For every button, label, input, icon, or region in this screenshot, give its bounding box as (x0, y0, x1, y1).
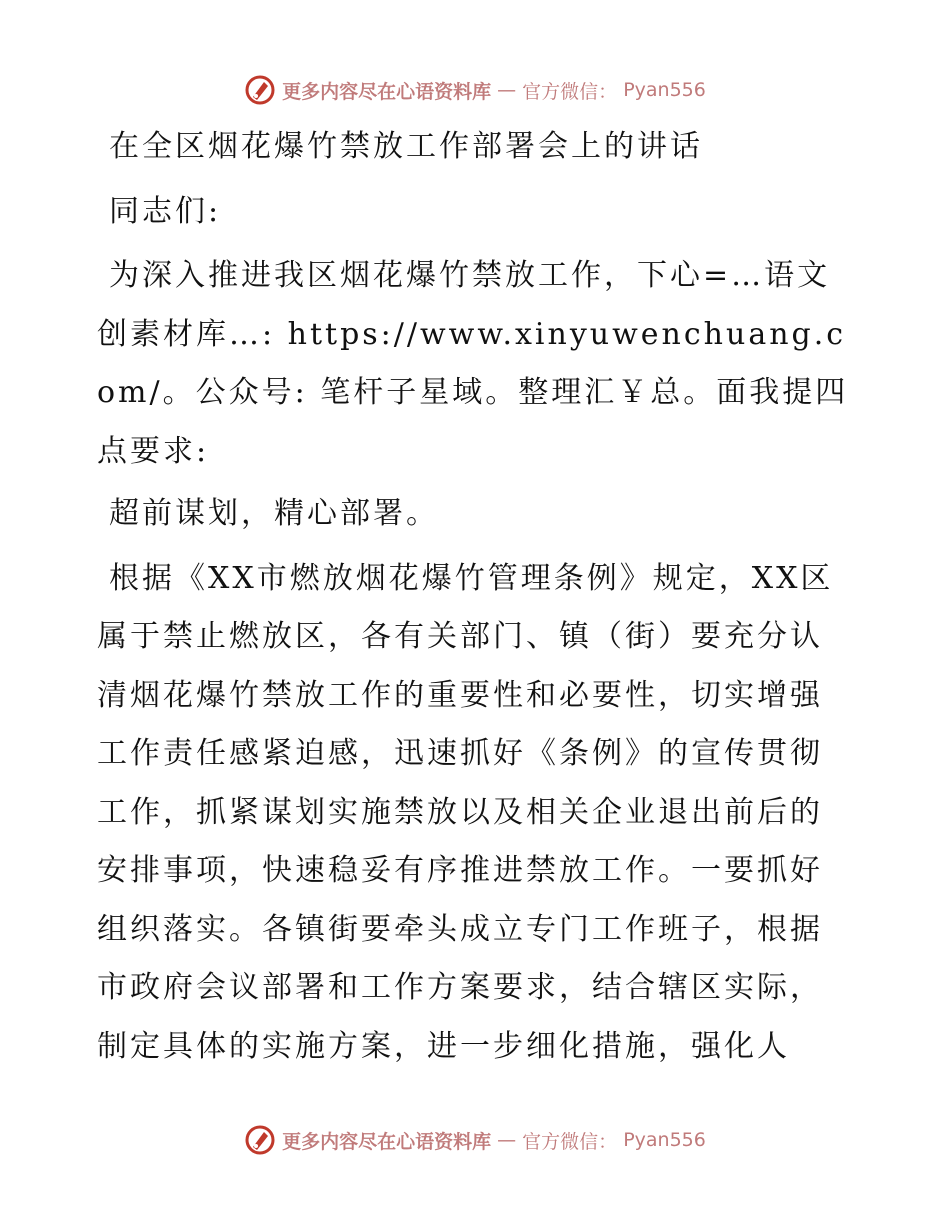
document-title: 在全区烟花爆竹禁放工作部署会上的讲话 (109, 129, 703, 164)
footer-separator: — (497, 1129, 517, 1151)
footer-banner (0, 1120, 950, 1160)
footer-wechat-id: Pyan556 (623, 1129, 706, 1151)
document-body (97, 118, 849, 1076)
banner-wechat-id: Pyan556 (623, 79, 706, 101)
footer-wechat-label: 官方微信： (522, 1130, 618, 1153)
banner-slogan: 更多内容尽在心语资料库 (282, 80, 492, 103)
pen-nib-logo-icon (244, 74, 276, 106)
paragraph-intro (97, 247, 849, 481)
pen-nib-logo-icon (244, 1124, 276, 1156)
banner-wechat-label: 官方微信： (522, 80, 618, 103)
footer-slogan: 更多内容尽在心语资料库 (282, 1130, 492, 1153)
paragraph-main (97, 550, 849, 1077)
paragraph-intro-text: 为深入推进我区烟花爆竹禁放工作，下心=…语文创素材库…: https://www.xinyuwenchuang.com/。公众号: 笔杆子星域。整理汇￥总。面我提四点要求: (97, 258, 849, 469)
salutation: 同志们: (109, 193, 222, 229)
section-heading: 超前谋划，精心部署。 (109, 496, 439, 531)
banner-separator: — (497, 79, 517, 101)
header-banner (0, 70, 950, 110)
paragraph-main-text: 根据《XX市燃放烟花爆竹管理条例》规定，XX区属于禁止燃放区，各有关部门、镇（街）要充分认清烟花爆竹禁放工作的重要性和必要性，切实增强工作责任感紧迫感，迅速抓好《条例》的宣传贯彻工作，抓紧谋划实施禁放以及相关企业退出前后的安排事项，快速稳妥有序推进禁放工作。一要抓好组织落实。各镇街要牵头成立专门工作班子，根据市政府会议部署和工作方案要求，结合辖区实际，制定具体的实施方案，进一步细化措施，强化人 (97, 560, 834, 1064)
